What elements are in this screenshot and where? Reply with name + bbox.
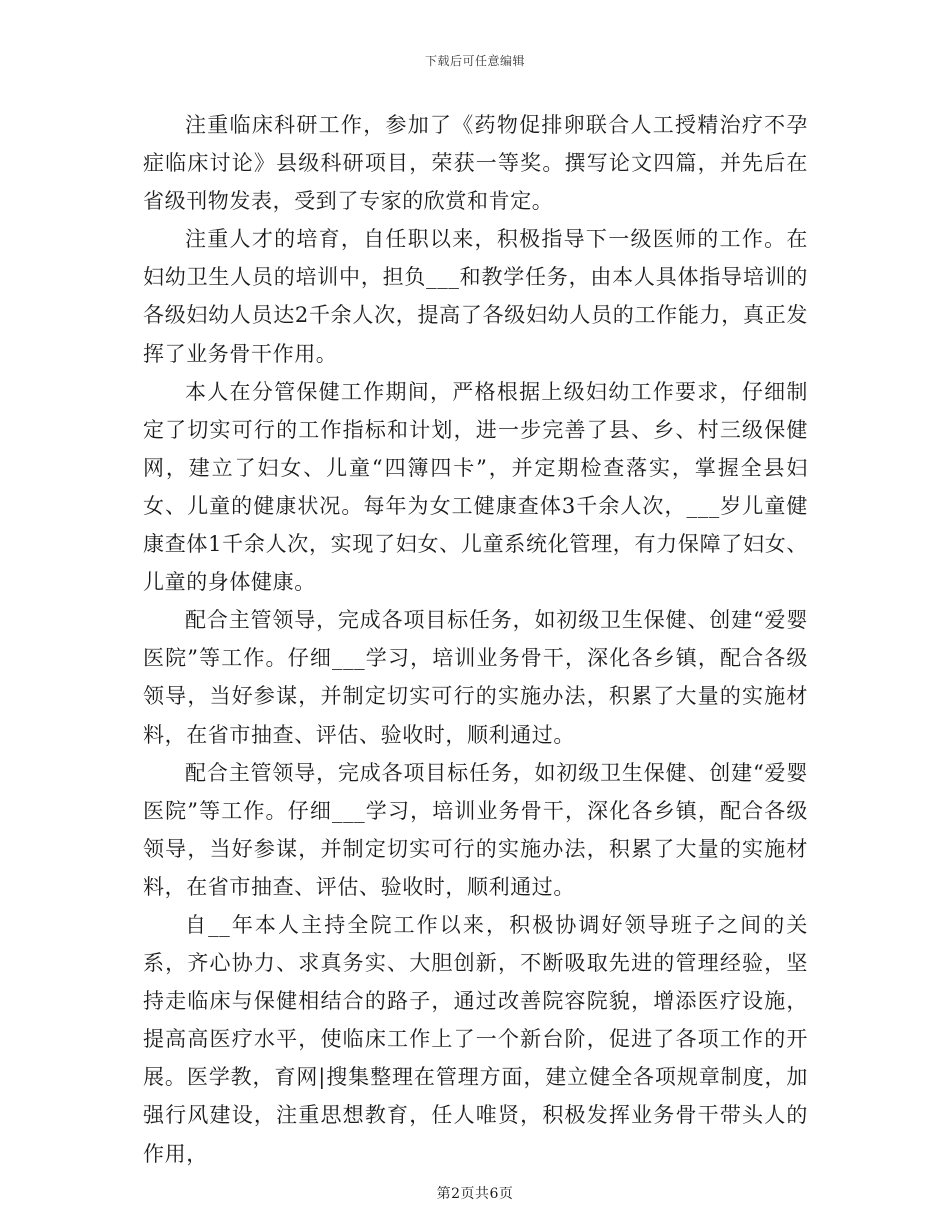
paragraph-health-care: 本人在分管保健工作期间，严格根据上级妇幼工作要求，仔细制定了切实可行的工作指标和计划，进一步完善了县、乡、村三级保健网，建立了妇女、儿童“四簿四卡”，并定期检查落实，掌握全县妇女、儿童的健康状况。每年为女工健康查体3千余人次，___岁儿童健康查体1千余人次，实现了妇女、儿童系统化管理，有力保障了妇女、儿童的身体健康。	[143, 379, 808, 595]
paragraph-targets-repeat: 配合主管领导，完成各项目标任务，如初级卫生保健、创建“爱婴医院”等工作。仔细___学习，培训业务骨干，深化各乡镇，配合各级领导，当好参谋，并制定切实可行的实施办法，积累了大量的实施材料，在省市抽查、评估、验收时，顺利通过。	[143, 760, 808, 899]
paragraph-research: 注重临床科研工作，参加了《药物促排卵联合人工授精治疗不孕症临床讨论》县级科研项目，荣获一等奖。撰写论文四篇，并先后在省级刊物发表，受到了专家的欣赏和肯定。	[143, 113, 808, 214]
document-body	[143, 106, 808, 1173]
page-number: 第2页共6页	[436, 1186, 514, 1202]
page-header: 下载后可任意编辑	[424, 54, 525, 68]
paragraph-training: 注重人才的培育，自任职以来，积极指导下一级医师的工作。在妇幼卫生人员的培训中，担负___和教学任务，由本人具体指导培训的各级妇幼人员达2千余人次，提高了各级妇幼人员的工作能力，真正发挥了业务骨干作用。	[143, 227, 808, 366]
paragraph-management: 自__年本人主持全院工作以来，积极协调好领导班子之间的关系，齐心协力、求真务实、大胆创新，不断吸取先进的管理经验，坚持走临床与保健相结合的路子，通过改善院容院貌，增添医疗设施，提高高医疗水平，使临床工作上了一个新台阶，促进了各项工作的开展。医学教，育网|搜集整理在管理方面，建立健全各项规章制度，加强行风建设，注重思想教育，任人唯贤，积极发挥业务骨干带头人的作用，	[143, 912, 808, 1166]
paragraph-targets: 配合主管领导，完成各项目标任务，如初级卫生保健、创建“爱婴医院”等工作。仔细___学习，培训业务骨干，深化各乡镇，配合各级领导，当好参谋，并制定切实可行的实施办法，积累了大量的实施材料，在省市抽查、评估、验收时，顺利通过。	[143, 608, 808, 747]
